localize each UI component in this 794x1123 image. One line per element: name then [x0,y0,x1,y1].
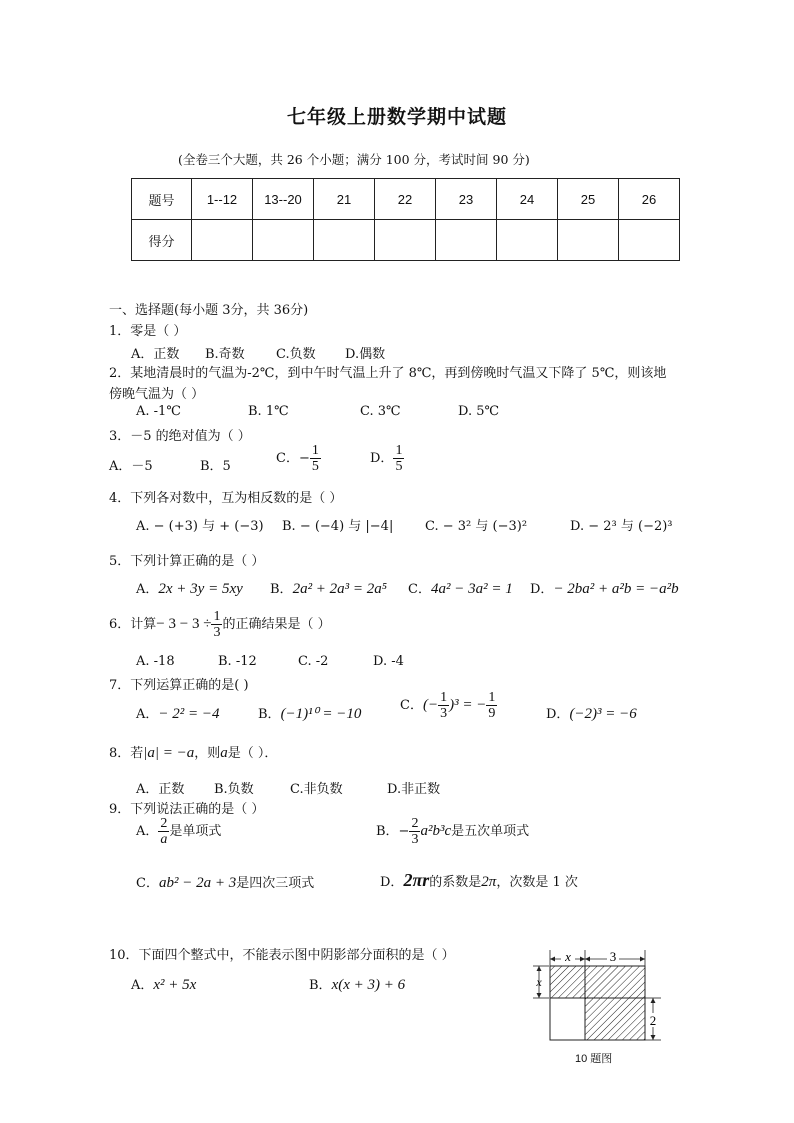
fraction [158,816,169,847]
option: C. -2 [298,654,329,669]
expression: 2πr [403,870,430,890]
label-3: 3 [609,949,617,964]
score-cell[interactable] [497,220,558,261]
expression: − 2ba² + a²b = −a²b [553,581,679,597]
option-label: C． [136,876,159,891]
option-label: C． [408,582,431,597]
score-cell[interactable] [253,220,314,261]
question-suffix: 的正确结果是（ ） [222,617,331,632]
denominator: 5 [395,459,403,474]
column-header: 23 [436,179,497,220]
minus-sign: − [298,451,310,466]
arrowhead [585,957,590,962]
expression: − 3 − 3 ÷ [156,616,212,632]
option-text: 是单项式 [169,824,222,839]
question-9: 9．下列说法正确的是（ ） [109,802,265,817]
option: B. -12 [218,654,257,669]
fraction [393,443,404,474]
numerator: 1 [440,690,448,705]
expression: ab² − 2a + 3 [158,875,237,891]
question-3: 3．－5 的绝对值为（ ） [109,429,251,444]
question-10: 10．下面四个整式中，不能表示图中阴影部分面积的是（ ） [109,948,455,963]
denominator: 3 [213,625,221,640]
option-label: C． [400,698,423,713]
denominator: 3 [440,706,448,721]
arrowhead [640,957,645,962]
expression: x² + 5x [153,977,197,993]
expression: 4a² − 3a² = 1 [430,581,513,597]
option: B.奇数 [205,347,245,362]
fraction [409,816,420,847]
question-2-line2: 傍晚气温为（ ） [109,387,205,402]
denominator: a [160,832,168,847]
denominator: 9 [488,706,496,721]
option-label: B． [258,707,281,722]
option: A. − (+3) 与 + (−3) [136,519,264,534]
expression: a²b³c [420,823,452,839]
question-prefix: 8．若 [109,746,144,761]
column-header: 21 [314,179,375,220]
fraction [486,690,497,721]
option: D.非正数 [387,782,441,797]
option-a [136,816,221,847]
column-header: 22 [375,179,436,220]
page-title: 七年级上册数学期中试题 [286,106,507,128]
option: A．正数 [131,347,180,362]
option-text: 的系数是 [429,875,482,890]
variable: a [220,745,228,761]
option-a [136,703,220,723]
option-label: A． [136,707,159,722]
column-header: 24 [497,179,558,220]
score-cell[interactable] [192,220,253,261]
option-d [546,703,637,723]
expression: 2x + 3y = 5xy [158,581,243,597]
expression: |a| = −a [143,745,195,761]
option-c [408,578,513,598]
score-cell[interactable] [314,220,375,261]
question-10-figure [525,946,675,1046]
numerator: 2 [160,816,168,831]
option-label: D． [380,875,404,890]
numerator: 1 [311,443,319,458]
option-text: ，次数是 1 次 [496,875,578,890]
row-header-score: 得分 [132,220,192,261]
option-b [376,816,529,847]
option-d [370,443,404,474]
label-x-left: x [536,975,542,989]
fraction [310,443,321,474]
column-header: 1--12 [192,179,253,220]
column-header: 13--20 [253,179,314,220]
option-label: D． [370,451,394,466]
option: D. -4 [373,654,404,669]
table-row [132,179,680,220]
option-label: B． [270,582,293,597]
shaded-region [550,966,585,998]
label-2: 2 [649,1013,657,1028]
option-label: B． [309,978,332,993]
option-label: A． [136,824,159,839]
question-1: 1．零是（ ） [109,324,187,339]
arrowhead [651,998,656,1003]
option-d [530,578,679,598]
expression: (−1)¹⁰ = −10 [280,706,362,722]
option-b [258,703,361,723]
option-a [131,974,196,994]
option-label: D． [530,582,554,597]
option-b [309,974,405,994]
option: B. 1℃ [248,404,289,419]
option: D.偶数 [345,347,386,362]
question-prefix: 6．计算 [109,617,157,632]
score-cell[interactable] [558,220,619,261]
score-cell[interactable] [436,220,497,261]
option-label: B．− [376,824,410,839]
question-5: 5．下列计算正确的是（ ） [109,554,265,569]
shaded-region [585,998,645,1040]
question-mid: ，则 [194,746,221,761]
option-label: C． [276,451,299,466]
numerator: 2 [411,816,419,831]
option-c [400,690,497,721]
arrowhead [580,957,585,962]
numerator: 1 [395,443,403,458]
option-b [270,578,387,598]
arrowhead [651,1035,656,1040]
question-4: 4．下列各对数中，互为相反数的是（ ） [109,491,343,506]
option: D. − 2³ 与 (−2)³ [570,519,673,534]
question-7: 7．下列运算正确的是( ) [109,678,249,693]
fraction [438,690,449,721]
arrowhead [550,957,555,962]
score-cell[interactable] [375,220,436,261]
fraction [211,609,222,640]
numerator: 1 [213,609,221,624]
option-c [276,443,321,474]
exam-info: (全卷三个大题，共 26 个小题；满分 100 分，考试时间 90 分) [178,152,530,167]
option-c [136,872,314,892]
shaded-region [585,966,645,998]
arrowhead [537,993,542,998]
denominator: 5 [311,459,319,474]
column-header: 26 [619,179,680,220]
score-cell[interactable] [619,220,680,261]
expression: (− [422,697,439,713]
arrowhead [537,966,542,971]
label-x-top: x [565,949,571,964]
option: B.负数 [214,782,254,797]
option-a [136,578,243,598]
figure-caption: 10 题图 [575,1053,613,1065]
numerator: 1 [488,690,496,705]
section-heading: 一、选择题(每小题 3分，共 36分) [109,303,309,318]
question-8 [109,742,277,762]
expression: 2π [481,874,497,890]
option: C.负数 [276,347,316,362]
expression: 2a² + 2a³ = 2a⁵ [292,581,388,597]
denominator: 3 [411,832,419,847]
option-label: D． [546,707,570,722]
expression: )³ = − [449,697,487,713]
option-text: 是五次单项式 [451,824,530,839]
option-label: A． [131,978,154,993]
option: D. 5℃ [458,404,500,419]
option-d [380,870,578,891]
option: A．正数 [136,782,185,797]
question-suffix: 是（ ）． [227,746,278,761]
score-table [131,178,680,261]
row-header-question: 题号 [132,179,192,220]
table-row [132,220,680,261]
question-2-line1: 2．某地清晨时的气温为-2℃，到中午时气温上升了 8℃，再到傍晚时气温又下降了 5℃，则该地 [109,366,667,381]
expression: (−2)³ = −6 [569,706,637,722]
option: A. -18 [136,654,175,669]
expression: x(x + 3) + 6 [331,977,406,993]
option: C.非负数 [290,782,343,797]
option: B. − (−4) 与 |−4| [282,519,394,534]
option-text: 是四次三项式 [236,876,315,891]
option: B．5 [200,459,231,474]
question-6 [109,609,331,640]
option: A．－5 [109,459,153,474]
option-label: A． [136,582,159,597]
column-header: 25 [558,179,619,220]
option: C. 3℃ [360,404,401,419]
option: A. -1℃ [136,404,181,419]
expression: − 2² = −4 [158,706,220,722]
option: C. − 3² 与 (−3)² [425,519,528,534]
unshaded-region [550,998,585,1040]
